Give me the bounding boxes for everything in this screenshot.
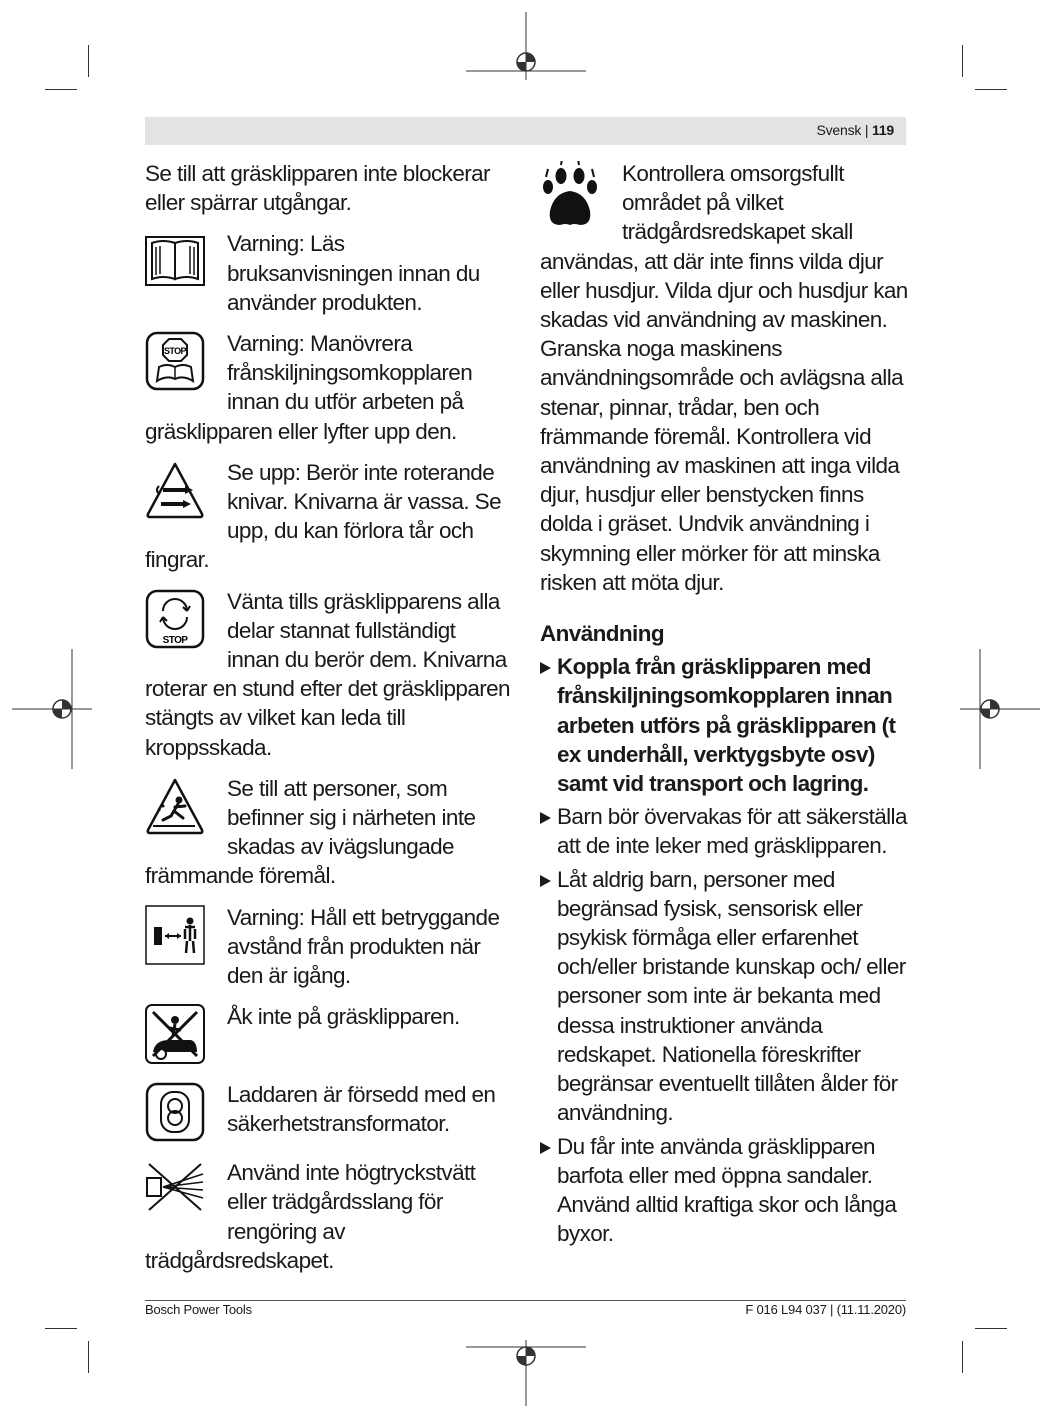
footer-rule (145, 1300, 906, 1301)
warning-item (145, 229, 510, 317)
warning-text: Se till att personer, som befinner sig i närheten inte skadas av ivägslungade främmande föremål. (145, 775, 476, 889)
blade-warning-icon (145, 460, 205, 520)
warning-item (145, 329, 510, 446)
stop-manual-icon (145, 331, 205, 391)
bullet-marker (540, 812, 551, 824)
warning-item (145, 458, 510, 575)
footer-brand: Bosch Power Tools (145, 1302, 252, 1317)
safety-transformer-icon (145, 1082, 205, 1142)
warning-item (145, 903, 510, 991)
crop-mark (45, 89, 77, 90)
bullet-text: Koppla från gräsklipparen med frånskiljningsomkopplaren innan arbeten utförs på gräsklipparen (t ex underhåll, verktygsbyte osv) samt vid transport och lagring. (557, 654, 896, 797)
warning-item (145, 774, 510, 891)
bullet-marker (540, 1142, 551, 1154)
page-header (145, 117, 906, 145)
read-manual-icon (145, 231, 205, 291)
section-title: Användning (540, 621, 664, 647)
usage-bullet-list (540, 652, 908, 1248)
stop-label: STOP (164, 346, 186, 357)
registration-mark-left (12, 649, 92, 769)
warning-text: Varning: Manövrera frånskiljningsomkopplaren innan du utför arbeten på gräsklipparen eller lyfter upp den. (145, 331, 473, 444)
bullet-marker (540, 875, 551, 887)
bullet-text: Barn bör övervakas för att säkerställa att de inte leker med gräsklipparen. (557, 804, 907, 859)
registration-mark-right (960, 649, 1040, 769)
warning-text: Varning: Håll ett betryggande avstånd från produkten när den är igång. (227, 904, 500, 989)
warning-item (145, 1080, 510, 1146)
header-section: Svensk (816, 122, 862, 138)
bullet-text: Låt aldrig barn, personer med begränsad fysisk, sensorisk eller psykisk förmåga eller erfarenhet och/eller bristande kunskap och/ eller personer som inte är bekanta med dessa instruktioner använda redskapet. Nationella föreskrifter begränsar eventuellt tillåten ålder för användning. (557, 866, 906, 1126)
rotating-stop-icon (145, 589, 205, 649)
warning-text: Varning: Läs bruksanvisningen innan du använder produkten. (227, 231, 480, 315)
warning-text: Åk inte på gräsklipparen. (227, 1004, 460, 1030)
crop-mark (88, 1341, 89, 1373)
footer-doc-id: F 016 L94 037 | (11.11.2020) (745, 1302, 906, 1317)
left-column (145, 159, 510, 1275)
crop-mark (975, 89, 1007, 90)
stop-label: STOP (162, 634, 188, 646)
animal-warning (540, 159, 908, 597)
header-label: Svensk | 119 (816, 122, 894, 138)
bullet-marker (540, 662, 551, 674)
animal-warning-text: Kontrollera omsorgsfullt området på vilket trädgårdsredskapet skall användas, att där inte finns vilda djur eller husdjur. Vilda djur och husdjur kan skadas vid användning av maskinen. Granska noga maskinens användningsområde och avlägsna alla stenar, pinnar, trådar, ben och främmande föremål. Kontrollera vid användning av maskinen att inga vilda djur, husdjur eller benstycken finns dolda i gräset. Undvik användning i skymning eller mörker för att minska risken att möta djur. (540, 161, 908, 595)
warning-text: Laddaren är försedd med en säkerhetstransformator. (227, 1082, 496, 1137)
warning-text: Vänta tills gräsklipparens alla delar stannat fullständigt innan du berör dem. Knivarna roterar en stund efter det gräsklipparen stängts av vilket kan leda till kroppsskada. (145, 588, 510, 760)
crop-mark (88, 45, 89, 77)
bullet-item (540, 802, 908, 860)
crop-mark (45, 1328, 77, 1329)
intro-text: Se till att gräsklipparen inte blockerar eller spärrar utgångar. (145, 161, 490, 216)
right-column (540, 159, 908, 1248)
no-pressure-washer-icon (145, 1160, 205, 1220)
bullet-item (540, 1132, 908, 1249)
bullet-item (540, 652, 908, 798)
bullet-item (540, 865, 908, 1128)
bullet-text: Du får inte använda gräsklipparen barfota eller med öppna sandaler. Använd alltid kraftiga skor och långa byxor. (557, 1133, 897, 1247)
crop-mark (975, 1328, 1007, 1329)
header-page-number: 119 (872, 122, 894, 138)
crop-mark (962, 1341, 963, 1373)
registration-mark-bottom (466, 1340, 586, 1406)
crop-mark (962, 45, 963, 77)
warning-item (145, 1002, 510, 1068)
safe-distance-icon (145, 905, 205, 965)
paw-icon (540, 161, 600, 233)
warning-item (145, 587, 510, 762)
warning-text: Se upp: Berör inte roterande knivar. Knivarna är vassa. Se upp, du kan förlora tår och fingrar. (145, 459, 501, 573)
thrown-objects-icon (145, 776, 205, 836)
warning-text: Använd inte högtryckstvätt eller trädgårdsslang för rengöring av trädgårdsredskapet. (145, 1160, 476, 1273)
no-riding-icon (145, 1004, 205, 1064)
registration-mark-top (466, 12, 586, 80)
warning-item (145, 1158, 510, 1275)
